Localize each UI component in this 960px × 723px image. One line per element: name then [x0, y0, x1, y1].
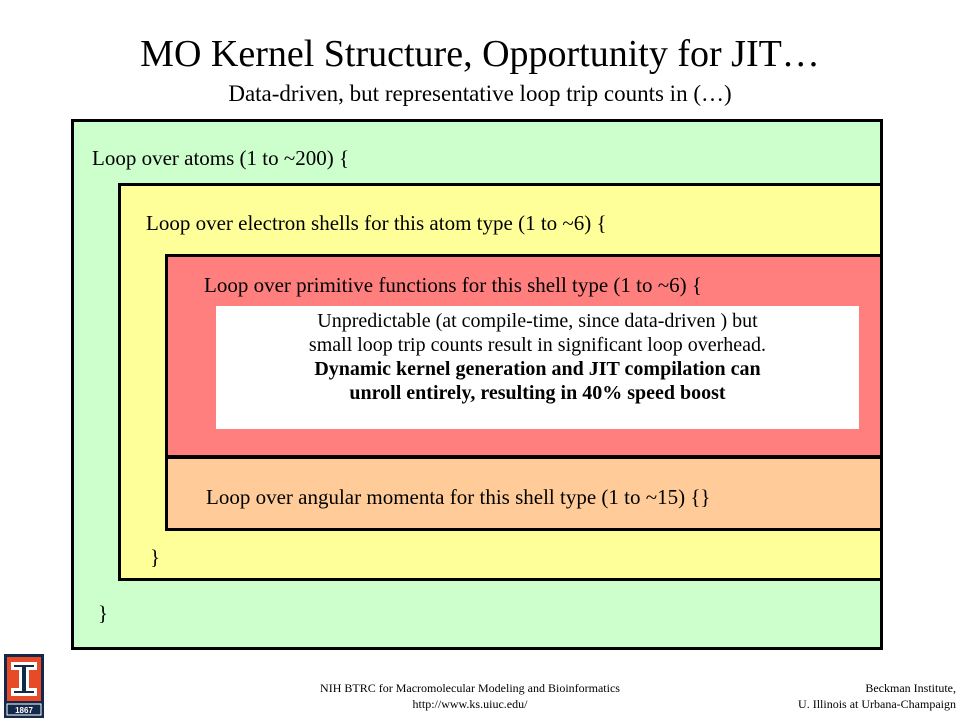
slide-title: MO Kernel Structure, Opportunity for JIT…: [140, 33, 820, 75]
footer-org: NIH BTRC for Macromolecular Modeling and Bioinformatics: [320, 681, 620, 695]
illinois-block-i-logo: [4, 654, 44, 718]
note-line-3: Dynamic kernel generation and JIT compilation can: [314, 358, 761, 380]
primitives-loop-open: Loop over primitive functions for this shell type (1 to ~6) {: [204, 273, 702, 297]
footer-url: http://www.ks.uiuc.edu/: [412, 697, 528, 711]
note-line-4: unroll entirely, resulting in 40% speed boost: [349, 382, 726, 404]
footer-institute: Beckman Institute,: [865, 681, 956, 695]
illinois-block-i-icon: [4, 654, 44, 718]
jit-note-box: [216, 306, 859, 429]
footer-right: [700, 680, 956, 712]
atoms-loop-close: }: [98, 601, 109, 625]
footer-university: U. Illinois at Urbana-Champaign: [798, 697, 956, 711]
slide-subtitle: Data-driven, but representative loop trip counts in (…): [228, 81, 732, 106]
angular-loop: Loop over angular momenta for this shell type (1 to ~15) {}: [206, 485, 711, 509]
note-line-1: Unpredictable (at compile-time, since data-driven ) but: [317, 310, 758, 332]
note-line-2: small loop trip counts result in significant loop overhead.: [308, 334, 767, 356]
atoms-loop-open: Loop over atoms (1 to ~200) {: [92, 146, 350, 170]
footer-center: [240, 680, 700, 712]
shells-loop-open: Loop over electron shells for this atom type (1 to ~6) {: [146, 211, 607, 235]
shells-loop-close: }: [150, 545, 161, 569]
logo-year: 1867: [15, 706, 33, 715]
